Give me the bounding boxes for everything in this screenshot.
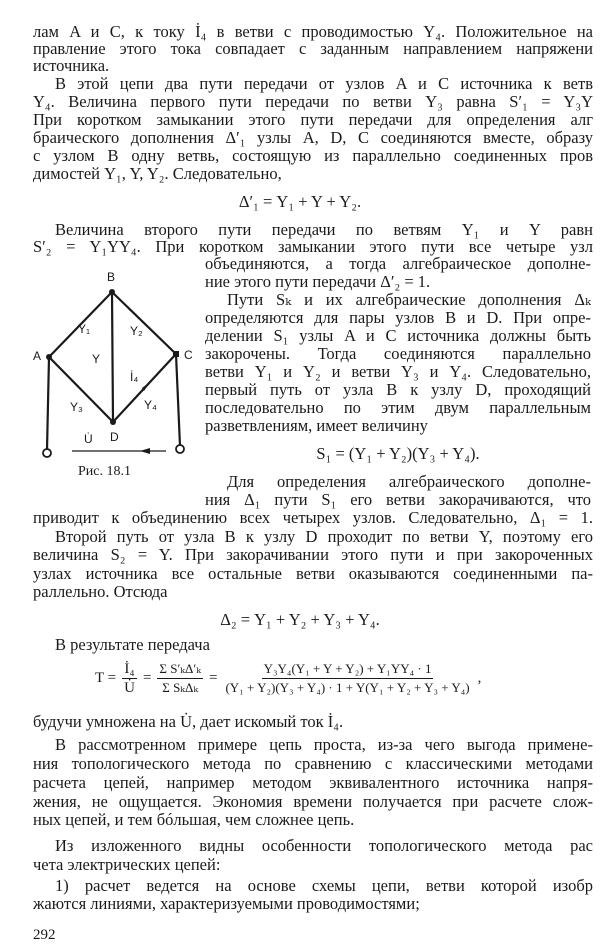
equals: = (142, 670, 152, 686)
lead-left (47, 357, 49, 450)
formula-lhs: T = (95, 670, 117, 686)
page-number: 292 (33, 927, 56, 943)
node-label-b: B (107, 270, 116, 284)
branch-label-y1: Y₁ (78, 322, 91, 336)
node-label-c: C (184, 348, 193, 362)
text-line: В рассмотренном примере цепь проста, из-за чего выгода примене- (55, 735, 593, 754)
denominator: U̇ (124, 680, 135, 696)
fraction-expanded (223, 660, 471, 697)
current-arrow-icon (142, 382, 150, 391)
text-line: браического дополнения Δ′₁ узлы A, D, C соединяются вместе, образу (33, 128, 593, 147)
text-line: жения, не ощущается. Экономия времени получается при расчете слож- (33, 792, 593, 811)
text-line: делении S₁ узлы A и C источника должны быть (205, 326, 591, 345)
denominator: Σ SₖΔₖ (162, 680, 199, 695)
branch-label-y3: Y₃ (70, 400, 83, 414)
branch-y (112, 292, 113, 422)
text-line: правление этого тока совпадает с заданным направлением напряжени (33, 39, 593, 58)
denominator: (Y₁ + Y₂)(Y₃ + Y₄) · 1 + Y(Y₁ + Y₂ + Y₃ + Y₄) (225, 680, 470, 695)
text-line: димостей Y₁, Y, Y₂. Следовательно, (33, 164, 282, 183)
text-line: ных цепей, и тем бóльшая, чем сложнее цепь. (33, 810, 355, 829)
text-line: жаются линиями, характеризуемыми проводимостями; (33, 894, 420, 913)
branch-label-y4: Y₄ (144, 398, 157, 412)
text-line: последовательно по этим двум параллельным (205, 398, 591, 417)
text-line: величина S₂ = Y. При закорачивании этого пути и при закороченных (33, 545, 593, 564)
node-c (173, 351, 179, 357)
text-line: первый путь от узла B к узлу D, проходящий (205, 380, 591, 399)
text-line: ветви Y₁ и Y₂ и ветви Y₃ и Y₄. Следовательно, (205, 362, 591, 381)
branch-y2 (112, 292, 176, 354)
text-line: разветвлениям, имеет величину (205, 416, 428, 435)
fraction-sums (157, 660, 203, 697)
figure-caption: Рис. 18.1 (78, 464, 131, 479)
text-line: узлах источника все остальные ветви оказываются соединенными па- (33, 564, 593, 583)
text-line: лам A и C, к току İ₄ в ветви с проводимостью Y₄. Положительное на (33, 22, 593, 41)
formula-transfer (95, 660, 481, 697)
lead-right (176, 354, 180, 446)
text-line: ние этого пути передачи Δ′₂ = 1. (205, 272, 431, 291)
node-b (109, 289, 115, 295)
text-line: Из изложенного видны особенности топологического метода рас (55, 836, 593, 855)
text-line: объединяются, а тогда алгебраическое дополне- (205, 254, 591, 273)
node-d (110, 419, 116, 425)
text-line: При коротком замыкании этого пути передачи для определения алг (33, 110, 593, 129)
text-line: Пути Sₖ и их алгебраические дополнения Δₖ (227, 290, 591, 309)
text-line: приводит к объединению всех четырех узлов. Следовательно, Δ₁ = 1. (33, 508, 593, 527)
text-line: источника. (33, 56, 110, 75)
branch-label-y: Y (92, 352, 101, 366)
text-line: будучи умножена на U̇, дает искомый ток İ₄. (33, 712, 344, 731)
terminal-right (176, 445, 184, 453)
circuit-figure (20, 260, 210, 490)
text-line: В результате передача (55, 635, 210, 654)
text-line: S′₂ = Y₁YY₄. При коротком замыкании этого пути все четыре узл (33, 237, 593, 256)
text-line: с узлом B одну ветвь, состоящую из параллельно соединенных пров (33, 146, 593, 165)
formula-s1: S₁ = (Y₁ + Y₂)(Y₃ + Y₄). (316, 444, 480, 463)
terminal-left (43, 449, 51, 457)
equals: = (209, 670, 218, 686)
text-line: Величина второго пути передачи по ветвям Y₁ и Y равн (55, 220, 593, 239)
fraction-current-voltage (122, 660, 137, 697)
text-line: определяются для пары узлов B и D. При опре- (205, 308, 591, 327)
numerator: Σ S′ₖΔ′ₖ (157, 660, 203, 679)
formula-delta1-prime: Δ′₁ = Y₁ + Y + Y₂. (238, 192, 362, 211)
text-line: Второй путь от узла B к узлу D проходит по ветви Y, поэтому его (55, 527, 593, 546)
comma: , (477, 670, 482, 686)
text-line: ния топологического метода по сравнению с классическими методами (33, 754, 593, 773)
circuit-diagram (20, 260, 210, 490)
numerator: İ₄ (124, 661, 135, 677)
text-line: закорочены. Тогда соединяются параллельно (205, 344, 591, 363)
text-line: 1) расчет ведется на основе схемы цепи, ветви которой изобр (55, 876, 593, 895)
text-line: чета электрических цепей: (33, 855, 221, 874)
branch-label-y2: Y₂ (130, 324, 143, 338)
current-label: İ₄ (130, 370, 139, 384)
text-line: ния Δ₁ пути S₁ его ветви закорачиваются, что (205, 490, 591, 509)
formula-delta2: Δ₂ = Y₁ + Y₂ + Y₃ + Y₄. (220, 610, 380, 629)
text-line: В этой цепи два пути передачи от узлов A и C источника к ветв (55, 74, 593, 93)
text-line: Для определения алгебраического дополне- (227, 472, 591, 491)
node-label-a: A (33, 349, 42, 363)
numerator: Y₃Y₄(Y₁ + Y + Y₂) + Y₁YY₄ · 1 (262, 660, 434, 679)
text-line: Y₄. Величина первого пути передачи по ветви Y₃ равна S′₁ = Y₃Y (33, 92, 593, 111)
text-line: раллельно. Отсюда (33, 582, 168, 601)
node-a (46, 354, 52, 360)
node-label-d: D (110, 430, 119, 444)
voltage-arrow-head-icon (140, 448, 150, 454)
voltage-label: U̇ (84, 432, 93, 446)
text-line: расчета цепей, например методом эквивалентного источника напря- (33, 773, 593, 792)
